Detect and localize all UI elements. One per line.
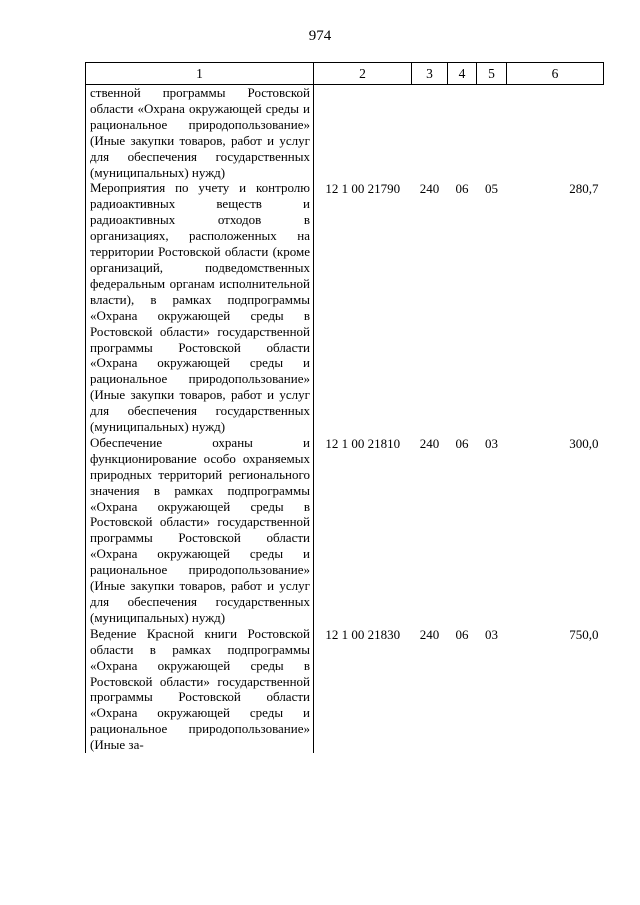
header-col-3: 3 [412, 63, 448, 85]
row-expense-type: 240 [419, 626, 440, 642]
row-section: 06 [455, 626, 469, 642]
row-expense-type: 240 [419, 435, 440, 451]
header-col-1: 1 [86, 63, 314, 85]
budget-table [85, 62, 604, 753]
row-target-code: 12 1 00 21830 [325, 626, 401, 642]
row-expense-type [412, 85, 448, 181]
row-section: 06 [455, 181, 469, 197]
row-subsection: 03 [485, 626, 498, 642]
table-row [86, 435, 604, 626]
row-subsection: 03 [485, 435, 498, 451]
row-section [448, 85, 477, 181]
header-col-6: 6 [507, 63, 604, 85]
row-description: ственной программы Ростовской области «Охрана окружающей среды и рациональное природопользование» (Иные закупки товаров, работ и услуг для обеспечения государственных (муниципальных) нужд) [86, 85, 314, 181]
row-target-code: 12 1 00 21790 [325, 181, 401, 197]
table-row [86, 626, 604, 753]
row-amount: 300,0 [569, 435, 599, 451]
row-amount [507, 85, 604, 181]
table-header-row [86, 63, 604, 85]
header-col-4: 4 [448, 63, 477, 85]
row-amount: 280,7 [569, 181, 599, 197]
table-row [86, 180, 604, 435]
row-expense-type: 240 [419, 181, 440, 197]
table-row [86, 85, 604, 181]
row-section: 06 [455, 435, 469, 451]
row-target-code: 12 1 00 21810 [325, 435, 401, 451]
header-col-2: 2 [314, 63, 412, 85]
row-description: Мероприятия по учету и контролю радиоактивных веществ и радиоактивных отходов в организациях, расположенных на территории Ростовской области (кроме организаций, подведомственных федеральным органам исполнительной власти), в рамках подпрограммы «Охрана окружающей среды в Ростовской области» государственной программы Ростовской области «Охрана окружающей среды и рациональное природопользование» (Иные закупки товаров, работ и услуг для обеспечения государственных (муниципальных) нужд) [86, 180, 314, 435]
page-number: 974 [308, 28, 332, 44]
row-subsection [477, 85, 507, 181]
row-subsection: 05 [485, 181, 498, 197]
row-amount: 750,0 [569, 626, 599, 642]
row-description: Обеспечение охраны и функционирование особо охраняемых природных территорий регионального значения в рамках подпрограммы «Охрана окружающей среды в Ростовской области» государственной программы Ростовской области «Охрана окружающей среды и рациональное природопользование» (Иные закупки товаров, работ и услуг для обеспечения государственных (муниципальных) нужд) [86, 435, 314, 626]
header-col-5: 5 [477, 63, 507, 85]
row-target-code [314, 85, 412, 181]
row-description: Ведение Красной книги Ростовской области в рамках подпрограммы «Охрана окружающей среды в Ростовской области» государственной программы Ростовской области «Охрана окружающей среды и рациональное природопользование» (Иные за- [86, 626, 314, 753]
